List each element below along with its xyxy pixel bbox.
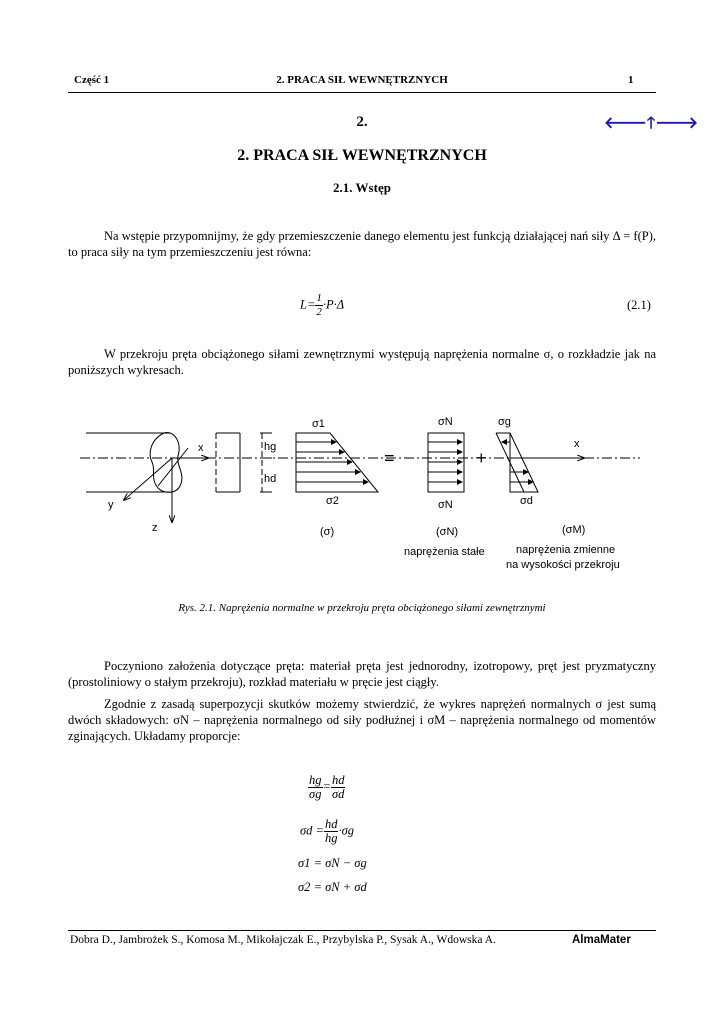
eq1-denominator: 2 [316, 306, 322, 318]
equation-sigma-d: σd = $\frac{hd}{hg}$ ·σg [300, 817, 355, 845]
plus-sign: + [476, 448, 487, 468]
eq1-lhs: L= [300, 297, 316, 312]
header-title: 2. PRACA SIŁ WEWNĘTRZNYCH [276, 74, 448, 86]
label-sigmaN-top: σN [438, 416, 453, 428]
label-variable-stress-2: na wysokości przekroju [506, 559, 620, 571]
equation-sigma-1: σ1 = σN − σg [298, 856, 367, 870]
label-sigma-d: σd [520, 495, 533, 507]
figure-caption: Rys. 2.1. Naprężenia normalne w przekroju pręta obciążonego siłami zewnętrznymi [178, 602, 546, 614]
equation-proportion: $\frac{hg}{\sigma g}$ = $\frac{hd}{\sigma d}$ [309, 773, 345, 801]
paragraph-assumptions: Poczyniono założenia dotyczące pręta: materiał pręta jest jednorodny, izotropowy, pręt jest pryzmatyczny (prostoliniowy o stałym przekroju), rozkład materiału w pręcie jest ciągły. [68, 659, 656, 689]
paragraph-superposition: Zgodnie z zasadą superpozycji skutków możemy stwierdzić, że wykres naprężeń normalnych σ jest sumą dwóch składowych: σN – naprężenia normalnego od siły podłużnej i σM – naprężenia normalnego od momentów zginających. Układamy proporcje: [68, 697, 656, 743]
footer-brand: AlmaMater [572, 934, 631, 946]
equation-sigma-2: σ2 = σN + σd [298, 880, 367, 894]
header-part: Część 1 [74, 74, 110, 86]
header-rule [68, 92, 656, 93]
chapter-title: 2. PRACA SIŁ WEWNĘTRZNYCH [237, 147, 487, 164]
label-x-axis: x [198, 442, 204, 454]
nav-up-icon[interactable]: 🡑 [646, 113, 656, 132]
label-y-axis: y [108, 499, 114, 511]
paragraph-stress: W przekroju pręta obciążonego siłami zewnętrznymi występują naprężenia normalne σ, o rozkładzie jak na poniższych wykresach. [68, 347, 656, 377]
caption-sigma-n: (σN) [436, 526, 459, 538]
nav-left-icon[interactable]: 🡐 [604, 113, 647, 132]
footer-rule [68, 930, 656, 931]
sigma-n-diagram [428, 433, 464, 492]
figure-stress-diagram [0, 400, 724, 590]
label-sigmaN-bottom: σN [438, 499, 453, 511]
equation-number: (2.1) [627, 298, 651, 312]
chapter-number: 2. [356, 114, 368, 130]
header-page-number: 1 [628, 74, 634, 86]
label-variable-stress-1: naprężenia zmienne [516, 544, 616, 556]
label-hg: hg [264, 441, 277, 453]
eq1-rhs: ·P·Δ [322, 297, 345, 312]
sigma-m-diagram [496, 433, 584, 492]
label-sigma1: σ1 [312, 418, 325, 430]
label-x-axis-right: x [574, 438, 580, 450]
label-constant-stress: naprężenia stałe [404, 546, 485, 558]
label-z-axis: z [152, 522, 158, 534]
label-hd: hd [264, 473, 277, 485]
sigma-diagram [296, 433, 378, 492]
equals-sign: = [384, 448, 395, 468]
label-sigma2: σ2 [326, 495, 339, 507]
label-sigma-g: σg [498, 416, 511, 428]
bar-drawing [80, 433, 640, 522]
caption-sigma: (σ) [320, 526, 335, 538]
footer-authors: Dobra D., Jambrożek S., Komosa M., Mikołajczak E., Przybylska P., Sysak A., Wdowska A. [70, 934, 496, 946]
equation-2-1 [300, 292, 344, 319]
nav-arrows [604, 112, 698, 139]
paragraph-intro: Na wstępie przypomnijmy, że gdy przemieszczenie danego elementu jest funkcją działającej nań siły Δ = f(P), to praca siły na tym przemieszczeniu jest równa: [68, 229, 656, 259]
eq1-numerator: 1 [316, 292, 322, 304]
section-title: 2.1. Wstęp [333, 180, 391, 195]
nav-right-icon[interactable]: 🡒 [655, 113, 699, 132]
caption-sigma-m: (σM) [562, 524, 586, 536]
